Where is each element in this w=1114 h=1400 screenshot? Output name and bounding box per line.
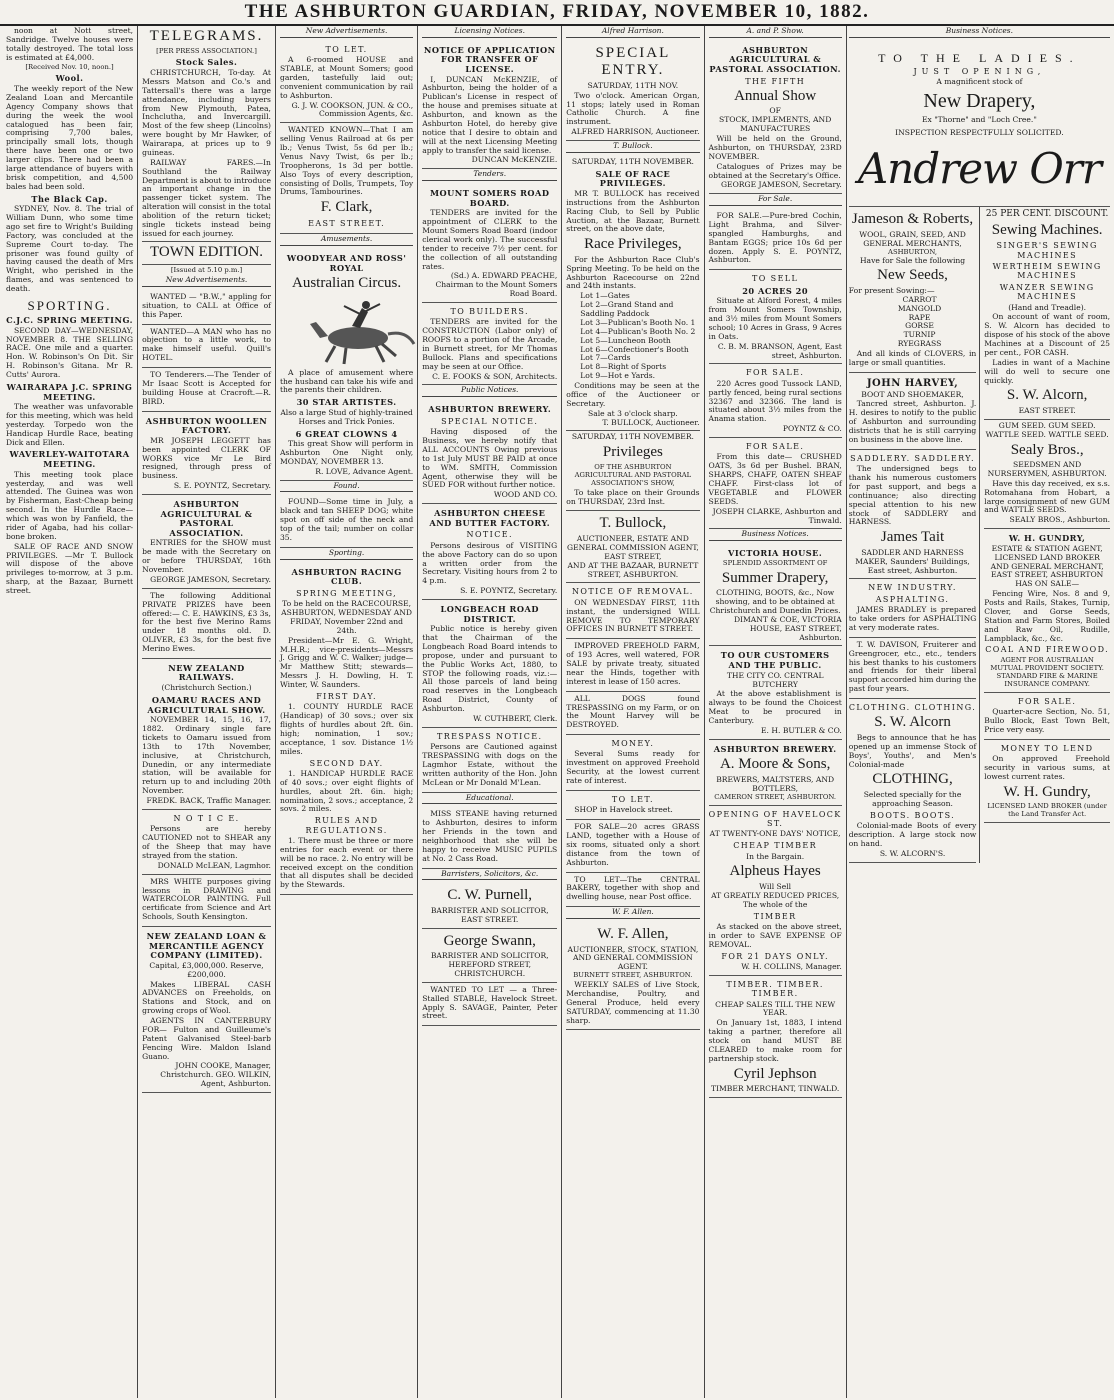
col7-left [849,207,981,862]
ad-to-let-house: TO LET. A 6-roomed HOUSE and STABLE, at Mount Somers; good garden, tastefully laid out; convenient communication by rail to Ashburton. G. J. W. COOKSON, JUN. & CO., Commission Agents, &c. [280,41,413,123]
ad-eggs: FOR SALE.—Pure-bred Cochin, Light Brahma, and Silver-spangled Hamburghs, and Bantam EGGS; price 10s 6d per dozen. Apply S. E. POYNTZ, Ashburton. [709,209,842,270]
column-4 [418,26,562,1398]
ad-mount-somers-board: MOUNT SOMERS ROAD BOARD. TENDERS are invited for the appointment of CLERK to the Mount Somers Road Board (indoor clerical work only). The successful tender to receive 7½ per cent. for the collection of all outstanding rates. (Sd.) A. EDWARD PEACHE, Chairman to the Mount Somers Road Board. [422,184,557,303]
lots-list: Lot 1—Gates Lot 2—Grand Stand and Saddling Paddock Lot 3—Publican's Booth No. 1 Lot 4—Publican's Booth No. 2 Lot 5—Luncheon Booth Lot 6—Confectioner's Booth Lot 7—Cards Lot 8—Right of Sports Lot 9—Hot e Yards. [580,291,696,381]
ad-freehold-farm: IMPROVED FREEHOLD FARM, of 193 Acres, well watered, FOR SALE by private treaty, situated near the Hinds, together with interest in lease of 150 acres. [566,639,699,691]
ad-john-harvey: JOHN HARVEY, BOOT AND SHOEMAKER, Tancred street, Ashburton. J. H. desires to notify to the public of Ashburton and surrounding districts that he is still carrying on business in the above line. [849,373,977,450]
column-6 [705,26,847,1398]
ad-tenderers: TO Tenderers.—The Tender of Mr Isaac Scott is Accepted for building House at Cracroft.—R. BIRD. [142,368,271,412]
ad-saddlery: SADDLERY. SADDLERY. The undersigned begs to thank his numerous customers for past support, and begs a continuance; also directing special attention to his new stock of SADDLERY and HARNESS. James Tait SADDLER AND HARNESS MAKER, Saunders' Buildings, East street, Ashburton. [849,450,977,580]
ad-dogs: ALL DOGS found TRESPASSING on my Farm, or on the Mount Harvey will be DESTROYED. [566,692,699,736]
column-3 [276,26,418,1398]
ad-money: MONEY. Several Sums ready for investment on approved Freehold Security, at the lowest current rate of interest. [566,735,699,791]
col7-subcolumns [849,207,1110,862]
ad-found-dog: FOUND—Some time in July, a black and tan SHEEP DOG; white spot on off side of the neck and top of the tail; number on collar 35. [280,495,413,547]
ad-wanted-bw: WANTED — "B.W.," appling for situation, to CALL at Office of this Paper. [142,290,271,325]
ad-to-sell-acres: TO SELL 20 ACRES 20 Situate at Alford Forest, 4 miles from Mount Somers Township, and 3½ miles from Mount Somers school; 10 Acres in Grass, 9 Acres in Oats. C. B. M. BRANSON, Agent, East street, Ashburton. [709,270,842,364]
ad-central-bakery: TO LET—The CENTRAL BAKERY, together with shop and dwelling house, near Post office. [566,873,699,908]
col7-right [980,207,1110,862]
ad-miss-steane: MISS STEANE having returned to Ashburton, desires to inform her Friends in the town and neighborhood that she will be happy to receive MUSIC PUPILS at No. 2 Cass Road. [422,807,557,868]
business-heading: Business Notices. [849,27,1110,38]
ad-wanted-man: WANTED—A MAN who has no objection to a little work, to make himself useful. Quill's HOTEL. [142,325,271,369]
cjc-text: SECOND DAY—WEDNESDAY, NOVEMBER 8. THE SELLING RACE. One mile and a quarter. Hon. W. Robinson's On Dit. Sir H. Robinson's Gitana. Mr R. Cutts' Aurora. [6,325,134,380]
wool-text: The weekly report of the New Zealand Loan and Mercantile Agency Company shows that during the week the wool catalogued has been fair, comprising 7,700 bales, principally small lots, though there have been one or two larger clips. There had been a large attendance of buyers with brisk competition, and 4,500 bales had been sold. [6,84,134,191]
new-ads-heading: New Advertisements. [142,276,271,287]
ad-sealy-bros: GUM SEED. GUM SEED. WATTLE SEED. WATTLE SEED. Sealy Bros., SEEDSMEN AND NURSERYMEN, ASHBURTON. Have this day received, ex s.s. Rotomahana from Hobart, a large consignment of new GUM and WATTLE SEEDS. SEALY BROS., Ashburton. [984,420,1110,529]
stock-text: CHRISTCHURCH, To-day. At Messrs Matson and Co.'s and Tattersall's there was a large attendance, including buyers from New Plymouth, Patea, Inchclutha, and Invercargill. Most of the few sheep (Lincolns) were bought by Mr Hawker, of Wairarapa, at prices up to 9 guineas. [142,68,271,157]
andrew-orr-signature: Andrew Orr [857,144,1101,194]
seed-list: CARROT MANGOLD RAPE GORSE TURNIP RYEGRASS [897,294,942,349]
wairarapa-heading: WAIRARAPA J.C. SPRING MEETING. [6,381,133,402]
ad-new-drapery: TO THE LADIES. JUST OPENING, A magnificent stock of New Drapery, Ex "Thorne" and "Loch Cree." INSPECTION RESPECTFULLY SOLICITED. Andrew Orr [849,41,1110,208]
ad-removal: NOTICE OF REMOVAL. ON WEDNESDAY FIRST, 11th instant, the undersigned WILL REMOVE TO TEMPORARY OFFICES IN BURNETT STREET. [566,583,699,639]
col3-heading: New Advertisements. [280,27,413,38]
business-col6-heading: Business Notices. [709,530,842,541]
ad-new-industry: NEW INDUSTRY. ASPHALTING. JAMES BRADLEY is prepared to take orders for ASPHALTING at very moderate rates. [849,579,977,637]
sporting-heading: SPORTING. [27,297,112,313]
ad-to-builders: TO BUILDERS. TENDERS are invited for the CONSTRUCTION (Labor only) of ROOFS to a portion of the Arcade, in Burnett street, for Mr Thomas Bullock. Plans and specifications may be seen at our Office. C. E. FOOKS & SON, Architects. [422,303,557,385]
ad-victoria-house: VICTORIA HOUSE. SPLENDID ASSORTMENT OF Summer Drapery, CLOTHING, BOOTS, &c., Now showing, and to be obtained at Christchurch and Dunedin Prices. DIMANT & COE, VICTORIA HOUSE, EAST STREET, Ashburton. [709,544,842,646]
ad-allen: W. F. Allen, AUCTIONEER, STOCK, STATION, AND GENERAL COMMISSION AGENT. BURNETT STREET, ASHBURTON. WEEKLY SALES of Live Stock, Merchandise, Poultry, and General Produce, held every SATURDAY, commencing at 11.30 sharp. [566,922,699,1030]
show-heading: A. and P. Show. [709,27,842,38]
masthead-title: THE ASHBURTON GUARDIAN, FRIDAY, NOVEMBER 10, 1882. [244,1,870,22]
ad-stable-to-let: WANTED TO LET — a Three-Stalled STABLE, Havelock Street. Apply S. SAVAGE, Painter, Peter street. [422,983,557,1027]
bullock-heading: T. Bullock. [566,142,699,153]
harrison-heading: Alfred Harrison. [566,27,699,38]
press-assoc: [PER PRESS ASSOCIATION.] [156,46,257,55]
column-1 [2,26,138,1398]
ad-licence-transfer: NOTICE OF APPLICATION FOR TRANSFER OF LICENSE. I, DUNCAN McKENZIE, of Ashburton, being the holder of a Publican's License in respect of the house and premises situate at Ashburton, and known as the Ashburton Hotel, do hereby give notice that I desire to obtain and will at the next Licensing Meeting apply to transfer the said license. DUNCAN McKENZIE. [422,41,557,170]
wool-heading: Wool. [55,73,84,84]
ad-oats: FOR SALE. From this date— CRUSHED OATS, 3s 6d per Bushel. BRAN, SHARPS, CHAFF, OATEN SHEAF CHAFF. First-class lot of VEGETABLE and FLOWER SEEDS. JOSEPH CLARKE, Ashburton and Tinwald. [709,438,842,529]
ad-jameson-roberts: Jameson & Roberts, WOOL, GRAIN, SEED, AND GENERAL MERCHANTS, ASHBURTON, Have for Sale the following New Seeds, For present Sowing:— CARROT MANGOLD RAPE GORSE TURNIP RYEGRASS And all kinds of CLOVERS, in large or small quantities. [849,207,977,373]
licensing-heading: Licensing Notices. [422,27,557,38]
ad-trespass: TRESPASS NOTICE. Persons are Cautioned against TRESPASSING with dogs on the Lagmhor Estate, without the written authority of the Hon. John McLean or Mr Donald M'Lean. [422,728,557,793]
ad-tussock-land: FOR SALE. 220 Acres good Tussock LAND, partly fenced, being rural sections 32367 and 32366. The land is situated about 3½ miles from the Anama station. POYNTZ & CO. [709,364,842,438]
ad-notice-sheep: N O T I C E. Persons are hereby CAUTIONED not to SHEAR any of the Sheep that may have strayed from the station. DONALD McLEAN, Lagmhor. [142,810,271,875]
for-sale-heading: For Sale. [709,195,842,206]
allen-heading: W. F. Allen. [566,908,699,919]
ad-brewery-notice: ASHBURTON BREWERY. SPECIAL NOTICE. Having disposed of the Business, we hereby notify that ALL ACCOUNTS Owing previous to 1st July MUST BE PAID at once to WM. SMITH, Commission Agent, otherwise they will be SUED FOR without further notice. WOOD AND CO. [422,400,557,504]
ad-alcorn-clothing: CLOTHING. CLOTHING. S. W. Alcorn Begs to announce that he has opened up an immense Stock of Boys', Youths', and Men's Colonial-made CLOTHING, Selected specially for the approaching Season. BOOTS. BOOTS. Colonial-made Boots of every description. A large stock now on hand. S. W. ALCORN'S. [849,699,977,863]
town-edition-heading: TOWN EDITION. [142,241,271,266]
issued-note: [Issued at 5.10 p.m.] [170,266,243,275]
ad-swann: George Swann, BARRISTER AND SOLICITOR, HEREFORD STREET, CHRISTCHURCH. [422,929,557,983]
race-privileges-note: SALE OF RACE AND SNOW PRIVILEGES. —Mr T. Bullock will dispose of the above privileges to-morrow, at 3 p.m. sharp, at the Bazaar, Burnett street. [6,541,134,596]
column-2 [138,26,276,1398]
barristers-heading: Barristers, Solicitors, &c. [422,870,557,881]
ad-grass-land: FOR SALE—20 acres GRASS LAND, together with a House of six rooms, situated only a short distance from the town of Ashburton. [566,820,699,872]
amusements-heading: Amusements. [280,235,413,246]
ad-jephson: TIMBER. TIMBER. TIMBER. CHEAP SALES TILL THE NEW YEAR. On January 1st, 1883, I intend taking a partner, therefore all stock on hand MUST BE CLEARED to make room for partnership stock. Cyril Jephson TIMBER MERCHANT, TINWALD. [709,976,842,1098]
ad-entries: ASHBURTON AGRICULTURAL & PASTORAL ASSOCIATION. ENTRIES for the SHOW must be made with the Secretary on or before THURSDAY, 16th November. GEORGE JAMESON, Secretary. [142,495,271,589]
ad-private-prizes: The following Additional PRIVATE PRIZES have been offered:— C. E. HAWKINS, £3 3s, for the best five Merino Rams under 18 months old. D. OLIVER, £3 3s, for the best five Merino Ewes. [142,589,271,659]
ad-longbeach: LONGBEACH ROAD DISTRICT. Public notice is hereby given that the Chairman of the Longbeach Road Board intends to propose, under and pursuant to the Public Works Act, 1880, to STOP the following roads, viz.:—All those parcels of land being road reserves in the Longbeach Road District, County of Ashburton. W. CUTHBERT, Clerk. [422,600,557,728]
ad-butchery: TO OUR CUSTOMERS AND THE PUBLIC. THE CITY CO. CENTRAL BUTCHERY At the above establishment is always to be found the Choicest Meat to be procured in Canterbury. E. H. BUTLER & CO. [709,646,842,739]
telegrams-heading: TELEGRAMS. [149,28,264,44]
waverley-text: This meeting took place yesterday, and was well attended. The Guinea was won by Fisherman, East-Cheap being second. In the Hurdle Race—which was won by Fanfield, the rider of Agaba, had his collar-bone broken. [6,469,134,541]
found-heading: Found. [280,482,413,493]
tenders-heading: Tenders. [422,170,557,181]
ad-quarter-acre: FOR SALE. Quarter-acre Section, No. 51, Bullo Block, East Town Belt, Price very easy. [984,693,1110,740]
ad-circus: WOODYEAR AND ROSS' ROYAL Australian Circus. A place of amusement where the husband can take his wife and the parents their children. 30 STAR ARTISTES. Also a large Stud of highly-trained Horses and Trick Ponies. 6 GREAT CLOWNS 4 This great Show will perform in Ashburton One Night only, MONDAY, NOVEMBER 13. R. LOVE, Advance Agent. [280,249,413,481]
ad-wanted-known: WANTED KNOWN—That I am selling Venus Railroad at 6s per lb.; Venus Twist, 5s 6d per lb.; Venus Navy Twist, 6s per lb.; Troopherons, 1s 3d per bottle. Also Toys of every description, consisting of Dolls, Trumpets, Toy Drums, Tambourines. F. Clark, EAST STREET. [280,123,413,234]
sydney-heading: The Black Cap. [31,193,108,204]
ad-davison: T. W. DAVISON, Fruiterer and Greengrocer, etc., etc., tenders his best thanks to his customers and friends for their liberal support accorded him during the past four years. [849,638,977,699]
column-7 [847,26,1112,1398]
railway-text: RAILWAY FARES.—In Southland the Railway Department is about to introduce an important change in the passenger ticket system. The alteration will consist in the total abolition of the return ticket; single tickets instead being issued for each journey. [142,157,271,238]
columns [2,26,1112,1398]
ad-woollen-factory: ASHBURTON WOOLLEN FACTORY. MR JOSEPH LEGGETT has been appointed CLERK OF WORKS vice Mr Le Bird resigned, through press of business. S. E. POYNTZ, Secretary. [142,412,271,495]
sporting-col3-heading: Sporting. [280,549,413,560]
horse-rider-illustration [280,296,418,366]
ad-shop-to-let: TO LET. SHOP in Havelock street. [566,791,699,820]
ad-race-privileges: SATURDAY, 11TH NOVEMBER. SALE OF RACE PRIVILEGES. MR T. BULLOCK has received instructions from the Ashburton Racing Club, to Sell by Public Auction, at the Bazaar, Burnett street, on the above date, Race Privileges, For the Ashburton Race Club's Spring Meeting. To be held on the Ashburton Racecourse on 22nd and 24th instants. Lot 1—Gates Lot 2—Grand Stand and Saddling Paddock Lot 3—Publican's Booth No. 1 Lot 4—Publican's Booth No. 2 Lot 5—Luncheon Booth Lot 6—Confectioner's Booth Lot 7—Cards Lot 8—Right of Sports Lot 9—Hot e Yards. Conditions may be seen at the office of the Auctioneer or Secretary. Sale at 3 o'clock sharp. T. BULLOCK, Auctioneer. [566,156,699,432]
masthead [0,0,1114,26]
received-note: [Received Nov. 10, noon.] [25,62,114,71]
ad-annual-show: ASHBURTON AGRICULTURAL & PASTORAL ASSOCIATION. THE FIFTH Annual Show OF STOCK, IMPLEMENTS, AND MANUFACTURES Will be held on the Ground, Ashburton, on THURSDAY, 23RD NOVEMBER. Catalogues of Prizes may be obtained at the Secretary's Office. GEORGE JAMESON, Secretary. [709,41,842,195]
ad-bullock-auctioneer: T. Bullock, AUCTIONEER, ESTATE AND GENERAL COMMISSION AGENT, EAST STREET, AND AT THE BAZAAR, BURNETT STREET, ASHBURTON. [566,511,699,583]
public-notices-heading: Public Notices. [422,386,557,397]
cjc-heading: C.J.C. SPRING MEETING. [6,315,133,326]
ad-cheese-factory: ASHBURTON CHEESE AND BUTTER FACTORY. NOTICE. Persons desirous of VISITING the above Factory can do so upon a written order from the Secretary. Visiting hours from 2 to 4 p.m. S. E. POYNTZ, Secretary. [422,504,557,600]
ad-sewing-machines: 25 PER CENT. DISCOUNT. Sewing Machines. SINGER'S SEWING MACHINES WERTHEIM SEWING MACHINES WANZER SEWING MACHINES (Hand and Treadle). On account of want of room, S. W. Alcorn has decided to dispose of his stock of the above Machines at a Discount of 25 per cent., FOR CASH. Ladies in want of a Machine will do well to secure one quickly. S. W. Alcorn, EAST STREET. [984,207,1110,420]
ad-drawing-lessons: MRS WHITE purposes giving lessons in DRAWING and WATERCOLOR PAINTING. Full certificate from Science and Art Schools, South Kensington. [142,875,271,927]
ad-moore: ASHBURTON BREWERY. A. Moore & Sons, BREWERS, MALTSTERS, AND BOTTLERS, CAMERON STREET, ASHBURTON. [709,740,842,806]
ad-purnell: C. W. Purnell, BARRISTER AND SOLICITOR, EAST STREET. [422,883,557,928]
educational-heading: Educational. [422,794,557,805]
sydney-text: SYDNEY, Nov. 8. The trial of William Dunn, who some time ago set fire to Wright's Building Factory, was concluded at the Supreme Court to-day. The prisoner was found guilty of having caused the death of Mrs Wright, who perished in the flames, and was sentenced to death. [6,204,134,293]
column-5 [562,26,704,1398]
ad-nz-loan: NEW ZEALAND LOAN & MERCANTILE AGENCY COMPANY (LIMITED). Capital, £3,000,000. Reserve, £200,000. Makes LIBERAL CASH ADVANCES on Freeholds, on Stations and Stock, and on growing crops of Wool. AGENTS IN CANTERBURY FOR— Fulton and Guilleume's Patent Galvanised Steel-barb Fencing Wire. Maldon Island Guano. JOHN COOKE, Manager, Christchurch. GEO. WILKIN, Agent, Ashburton. [142,927,271,1093]
ad-money-lend: MONEY TO LEND On approved Freehold security in various sums, at lowest current rates. W. H. Gundry, LICENSED LAND BROKER (under the Land Transfer Act. [984,740,1110,823]
ad-gundry: W. H. GUNDRY, ESTATE & STATION AGENT, LICENSED LAND BROKER AND GENERAL MERCHANT, EAST STREET, ASHBURTON HAS ON SALE— Fencing Wire, Nos. 8 and 9, Posts and Rails, Stakes, Turnip, Clover, and Gorse Seeds, Station and Farm Stores, Boiled and Raw Oil, Rudille, Lampblack, &c., &c. COAL AND FIREWOOD. AGENT FOR AUSTRALIAN MUTUAL PROVIDENT SOCIETY. STANDARD FIRE & MARINE INSURANCE COMPANY. [984,529,1110,692]
ad-havelock: OPENING OF HAVELOCK ST. AT TWENTY-ONE DAYS' NOTICE, CHEAP TIMBER In the Bargain. Alpheus Hayes Will Sell AT GREATLY REDUCED PRICES, The whole of the TIMBER As stacked on the above street, in order to SAVE EXPENSE OF REMOVAL. FOR 21 DAYS ONLY. W. H. COLLINS, Manager. [709,806,842,976]
ad-show-privileges: SATURDAY, 11TH NOVEMBER. Privileges OF THE ASHBURTON AGRICULTURAL AND PASTORAL ASSOCIATION'S SHOW, To take place on their Grounds on THURSDAY, 23rd Inst. [566,431,699,511]
ad-racing-club: ASHBURTON RACING CLUB. SPRING MEETING, To be held on the RACECOURSE, ASHBURTON, WEDNESDAY AND FRIDAY, November 22nd and 24th. President—Mr E. G. Wright, M.H.R.; vice-presidents—Messrs J. Grigg and W. C. Walker; judge—Mr Matthew Stitt; stewards—Messrs J. H. Dowling, H. T. Winter, W. Saunders. FIRST DAY. 1. COUNTY HURDLE RACE (Handicap) of 30 sovs.; over six flights of hurdles about 2ft. 6in. high; nomination, 1 sov.; acceptance, 1 sov. Distance 1½ miles. SECOND DAY. 1. HANDICAP HURDLE RACE of 40 sovs.; over eight flights of hurdles, about 2ft. 6in. high; nomination, 2 sovs.; acceptance, 2 sovs. 2 miles. RULES AND REGULATIONS. 1. There must be three or more entries for each event or there will be no race. 2. No entry will be received except on the condition that all disputes shall be decided by the Stewards. [280,563,413,896]
waverley-heading: WAVERLEY-WAITOTARA MEETING. [9,449,130,470]
wairarapa-text: The weather was unfavorable for this meeting, which was held yesterday. Torpedo won the Handicap Hurdle Race, beating Dick and Ellen. [6,402,134,447]
stock-heading: Stock Sales. [175,57,238,68]
cable-intro: noon at Nott street, Sandridge. Twelve houses were totally destroyed. The total loss is estimated at £4,000. [6,26,134,62]
ad-nz-railways: NEW ZEALAND RAILWAYS. (Christchurch Section.) OAMARU RACES AND AGRICULTURAL SHOW. NOVEMBER 14, 15, 16, 17, 1882. Ordinary single fare tickets to Oamaru issued from 13th to 17th November, inclusive, at Christchurch, Dunedin, or any intermediate station, will be available for return up to and including 20th November. FREDK. BACK, Traffic Manager. [142,659,271,810]
ad-special-entry: SPECIAL ENTRY. SATURDAY, 11TH NOV. Two o'clock. American Organ, 11 stops; lately used in Roman Catholic Church. A fine instrument. ALFRED HARRISON, Auctioneer. [566,41,699,141]
